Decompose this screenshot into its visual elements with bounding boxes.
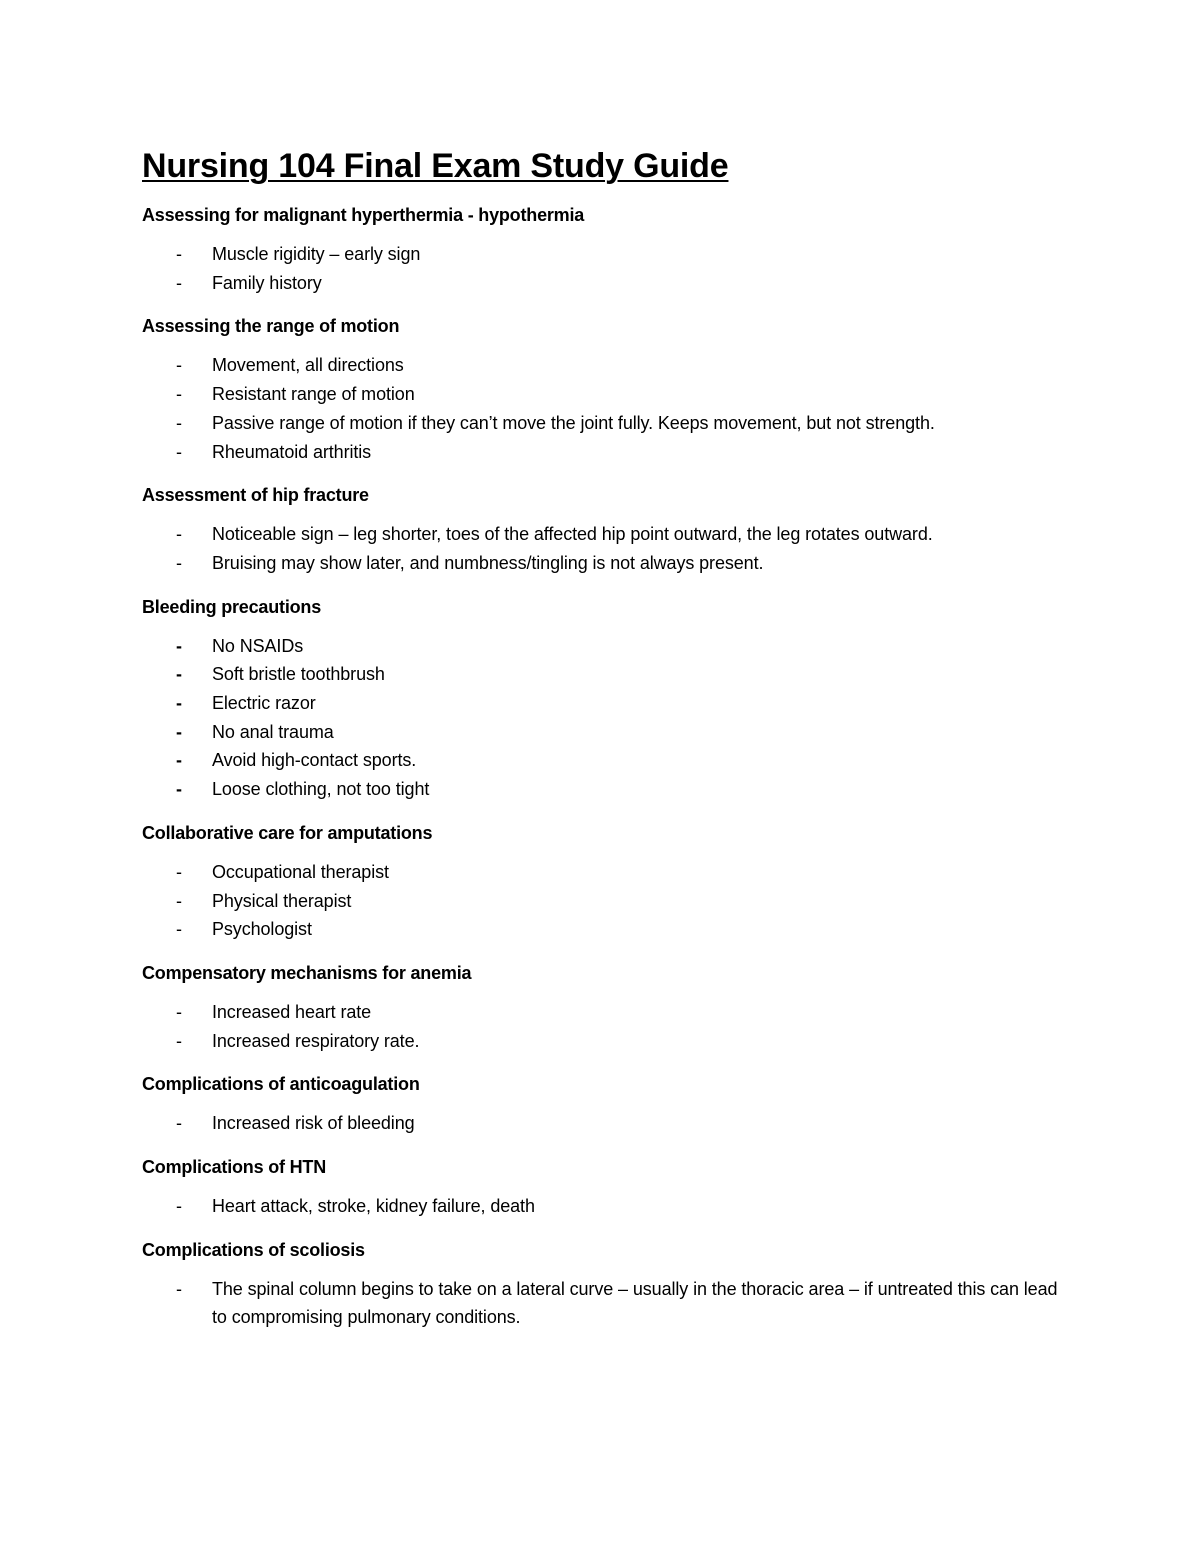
bullet-list: [142, 1192, 1072, 1221]
list-item: [142, 998, 1072, 1027]
section-heading: Assessment of hip fracture: [142, 485, 369, 506]
bullet-marker: -: [176, 441, 182, 462]
list-item-text: Passive range of motion if they can’t move the joint fully. Keeps movement, but not strength.: [212, 412, 935, 433]
bullet-list: [142, 1275, 1072, 1332]
list-item: [142, 689, 1072, 718]
list-item-text: Heart attack, stroke, kidney failure, death: [212, 1196, 535, 1217]
list-item-text: Muscle rigidity – early sign: [212, 244, 421, 264]
bullet-marker: -: [176, 412, 182, 433]
list-item: [142, 240, 1072, 269]
section-heading: Bleeding precautions: [142, 596, 322, 617]
bullet-marker: -: [176, 693, 182, 714]
list-item-text: Physical therapist: [212, 890, 352, 911]
bullet-marker: -: [176, 384, 182, 405]
bullet-marker: -: [176, 524, 182, 545]
list-item-text: The spinal column begins to take on a lateral curve – usually in the thoracic area – if untreated this can lead to compromising pulmonary conditions.: [212, 1278, 1058, 1328]
bullet-marker: -: [176, 1278, 182, 1299]
list-item: [142, 351, 1072, 380]
bullet-list: [142, 351, 1072, 466]
bullet-marker: -: [176, 779, 182, 800]
bullet-marker: -: [176, 890, 182, 911]
list-item: [142, 746, 1072, 775]
bullet-marker: -: [176, 919, 182, 940]
section: [142, 960, 1072, 1055]
list-item: [142, 549, 1072, 578]
page-title: Nursing 104 Final Exam Study Guide: [142, 147, 729, 185]
list-item-text: Increased respiratory rate.: [212, 1030, 420, 1051]
bullet-marker: -: [176, 1001, 182, 1022]
section: [142, 594, 1072, 804]
section-heading: Complications of HTN: [142, 1157, 326, 1178]
list-item-text: Resistant range of motion: [212, 384, 415, 405]
list-item: [142, 438, 1072, 467]
list-item-text: Occupational therapist: [212, 861, 389, 882]
bullet-marker: -: [176, 552, 182, 573]
list-item: [142, 520, 1072, 549]
list-item-text: Soft bristle toothbrush: [212, 664, 385, 685]
list-item: [142, 775, 1072, 804]
list-item-text: Psychologist: [212, 919, 312, 940]
list-item: [142, 887, 1072, 916]
document-content: [142, 143, 1072, 1348]
list-item: [142, 632, 1072, 661]
bullet-marker: -: [176, 272, 182, 293]
list-item: [142, 718, 1072, 747]
section-heading: Assessing the range of motion: [142, 316, 400, 337]
list-item: [142, 915, 1072, 944]
section: [142, 1154, 1072, 1221]
list-item-text: Bruising may show later, and numbness/tingling is not always present.: [212, 552, 764, 573]
sections-container: [142, 202, 1072, 1332]
section: [142, 313, 1072, 466]
section: [142, 1237, 1072, 1332]
bullet-list: [142, 632, 1072, 804]
bullet-marker: -: [176, 861, 182, 882]
list-item-text: Increased risk of bleeding: [212, 1113, 415, 1134]
list-item: [142, 380, 1072, 409]
list-item-text: Loose clothing, not too tight: [212, 779, 430, 800]
bullet-marker: -: [176, 1196, 182, 1217]
section: [142, 202, 1072, 297]
list-item: [142, 269, 1072, 298]
list-item: [142, 858, 1072, 887]
list-item-text: No NSAIDs: [212, 635, 304, 656]
section-heading: Complications of anticoagulation: [142, 1074, 420, 1095]
list-item: [142, 660, 1072, 689]
bullet-list: [142, 1109, 1072, 1138]
section-heading: Complications of scoliosis: [142, 1239, 365, 1260]
list-item: [142, 1275, 1072, 1332]
bullet-list: [142, 858, 1072, 944]
list-item-text: Increased heart rate: [212, 1001, 372, 1022]
section-heading: Collaborative care for amputations: [142, 822, 433, 843]
bullet-marker: -: [176, 721, 182, 742]
section-heading: Assessing for malignant hyperthermia - hypothermia: [142, 205, 585, 225]
list-item: [142, 1109, 1072, 1138]
bullet-marker: -: [176, 750, 182, 771]
list-item-text: Family history: [212, 272, 322, 293]
section-heading: Compensatory mechanisms for anemia: [142, 962, 472, 983]
list-item-text: Noticeable sign – leg shorter, toes of the affected hip point outward, the leg rotates outward.: [212, 524, 933, 545]
list-item-text: Avoid high-contact sports.: [212, 750, 417, 771]
section: [142, 820, 1072, 944]
list-item: [142, 1027, 1072, 1056]
bullet-marker: -: [176, 1030, 182, 1051]
list-item-text: No anal trauma: [212, 721, 334, 742]
bullet-list: [142, 520, 1072, 577]
list-item: [142, 1192, 1072, 1221]
bullet-list: [142, 240, 1072, 297]
list-item-text: Rheumatoid arthritis: [212, 441, 372, 462]
bullet-marker: -: [176, 244, 182, 264]
bullet-marker: -: [176, 664, 182, 685]
bullet-list: [142, 998, 1072, 1055]
list-item: [142, 409, 1072, 438]
section: [142, 482, 1072, 577]
bullet-marker: -: [176, 1113, 182, 1134]
bullet-marker: -: [176, 355, 182, 376]
list-item-text: Electric razor: [212, 693, 316, 714]
bullet-marker: -: [176, 635, 182, 656]
list-item-text: Movement, all directions: [212, 355, 404, 376]
section: [142, 1071, 1072, 1138]
